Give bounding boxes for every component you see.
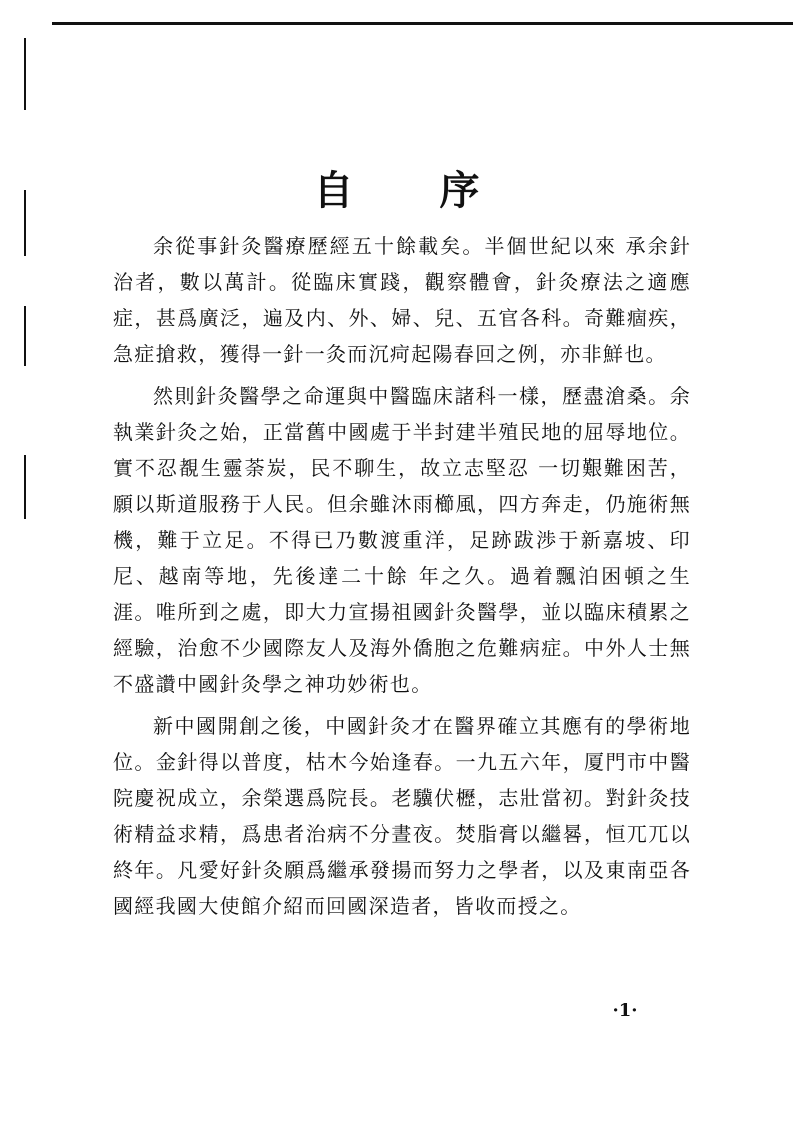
margin-mark	[24, 38, 26, 110]
margin-mark	[24, 306, 26, 366]
page-title: 自 序	[313, 167, 516, 214]
header-rule	[52, 22, 793, 25]
margin-mark	[24, 455, 26, 519]
paragraph-1: 余從事針灸醫療歷經五十餘載矣。半個世紀以來 承余針治者，數以萬計。從臨床實踐，觀察體會，針灸療法之適應症，甚爲廣泛，遍及内、外、婦、兒、五官各科。奇難痼疾，急症搶救，獲得一針一灸而沉疴起陽春回之例，亦非鮮也。	[113, 234, 691, 366]
page-number: ·1·	[612, 1000, 638, 1021]
paragraph-2: 然則針灸醫學之命運與中醫臨床諸科一樣，歷盡滄桑。余執業針灸之始，正當舊中國處于半封建半殖民地的屈辱地位。實不忍覩生靈荼炭，民不聊生，故立志堅忍 一切艱難困苦，願以斯道服務于人民。但余雖沐雨櫛風，四方奔走，仍施術無機，難于立足。不得已乃數渡重洋，足跡跋渉于新嘉坡、印尼、越南等地，先後達二十餘 年之久。過着飄泊困頓之生涯。唯所到之處，即大力宣揚祖國針灸醫學，並以臨床積累之經驗，治愈不少國際友人及海外僑胞之危難病症。中外人士無不盛讚中國針灸學之神功妙術也。	[113, 384, 691, 696]
paragraph-3: 新中國開創之後，中國針灸才在醫界確立其應有的學術地位。金針得以普度，枯木今始逢春。一九五六年，厦門市中醫院慶祝成立，余榮選爲院長。老驥伏櫪，志壯當初。對針灸技術精益求精，爲患者治病不分晝夜。焚脂膏以繼晷，恒兀兀以終年。凡愛好針灸願爲繼承發揚而努力之學者，以及東南亞各國經我國大使館介紹而回國深造者，皆收而授之。	[113, 714, 691, 918]
body-text	[113, 228, 691, 930]
